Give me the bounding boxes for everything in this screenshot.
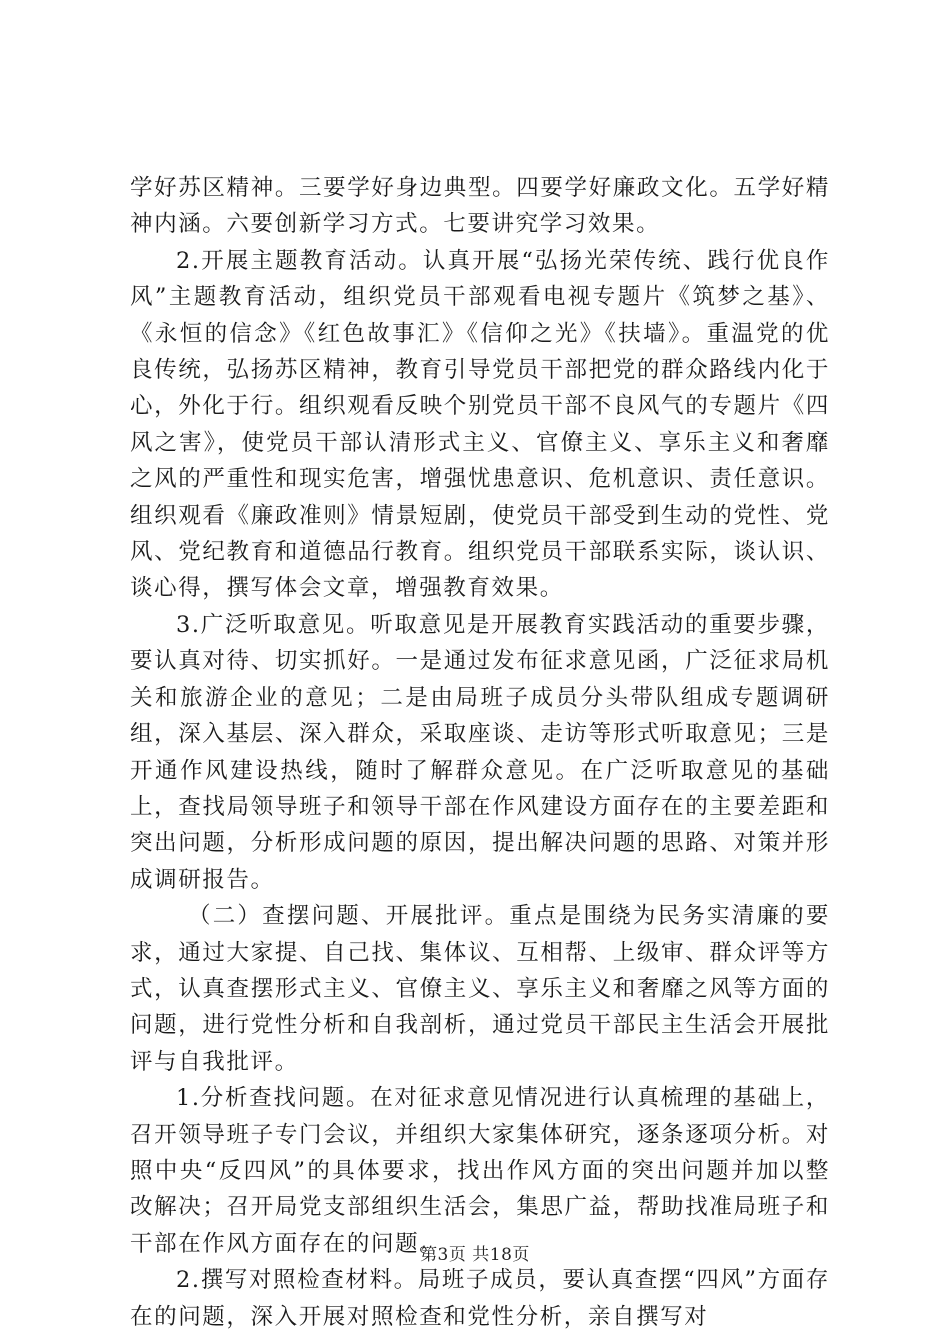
paragraph-write-materials: 2.撰写对照检查材料。局班子成员，要认真查摆“四风”方面存在的问题，深入开展对照检查和党性分析，亲自撰写对 bbox=[130, 1267, 830, 1330]
document-body bbox=[130, 170, 830, 1335]
paragraph-analyze-problems: 1.分析查找问题。在对征求意见情况进行认真梳理的基础上，召开领导班子专门会议，并组织大家集体研究，逐条逐项分析。对照中央“反四风”的具体要求，找出作风方面的突出问题并加以整改解决；召开局党支部组织生活会，集思广益，帮助找准局班子和干部在作风方面存在的问题。 bbox=[130, 1085, 830, 1257]
page-number-footer: 第3页 共18页 bbox=[420, 1245, 530, 1265]
paragraph-section-two-heading: （二）查摆问题、开展批评。重点是围绕为民务实清廉的要求，通过大家提、自己找、集体议、互相帮、上级审、群众评等方式，认真查摆形式主义、官僚主义、享乐主义和奢靡之风等方面的问题，进行党性分析和自我剖析，通过党员干部民主生活会开展批评与自我批评。 bbox=[130, 903, 830, 1075]
paragraph-listen-opinions: 3.广泛听取意见。听取意见是开展教育实践活动的重要步骤，要认真对待、切实抓好。一是通过发布征求意见函，广泛征求局机关和旅游企业的意见；二是由局班子成员分头带队组成专题调研组，深入基层、深入群众，采取座谈、走访等形式听取意见；三是开通作风建设热线，随时了解群众意见。在广泛听取意见的基础上，查找局领导班子和领导干部在作风建设方面存在的主要差距和突出问题，分析形成问题的原因，提出解决问题的思路、对策并形成调研报告。 bbox=[130, 611, 830, 893]
paragraph-continuation: 学好苏区精神。三要学好身边典型。四要学好廉政文化。五学好精神内涵。六要创新学习方式。七要讲究学习效果。 bbox=[130, 175, 830, 238]
paragraph-theme-education: 2.开展主题教育活动。认真开展“弘扬光荣传统、践行优良作风”主题教育活动，组织党员干部观看电视专题片《筑梦之基》、《永恒的信念》《红色故事汇》《信仰之光》《扶墙》。重温党的优良传统，弘扬苏区精神，教育引导党员干部把党的群众路线内化于心，外化于行。组织观看反映个别党员干部不良风气的专题片《四风之害》，使党员干部认清形式主义、官僚主义、享乐主义和奢靡之风的严重性和现实危害，增强忧患意识、危机意识、责任意识。组织观看《廉政准则》情景短剧，使党员干部受到生动的党性、党风、党纪教育和道德品行教育。组织党员干部联系实际，谈认识、谈心得，撰写体会文章，增强教育效果。 bbox=[130, 247, 830, 602]
